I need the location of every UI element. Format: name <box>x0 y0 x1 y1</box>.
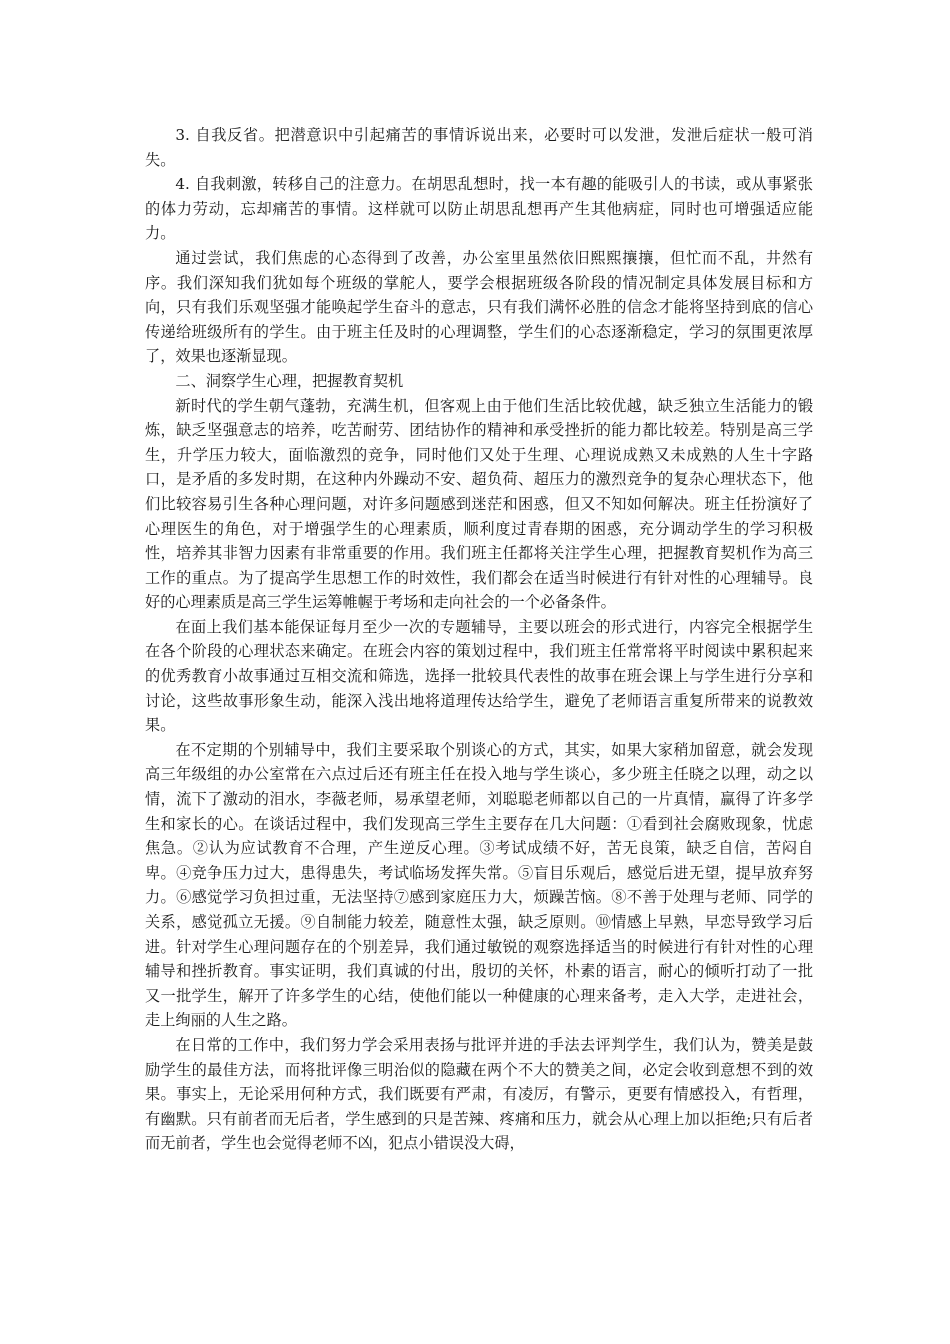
document-body <box>145 123 813 1156</box>
paragraph-self-stimulation: 4. 自我刺激，转移自己的注意力。在胡思乱想时，找一本有趣的能吸引人的书读，或从事紧张的体力劳动，忘却痛苦的事情。这样就可以防止胡思乱想再产生其他病症，同时也可增强适应能力。 <box>145 175 813 243</box>
paragraph-new-era-students: 新时代的学生朝气蓬勃，充满生机，但客观上由于他们生活比较优越，缺乏独立生活能力的锻炼，缺乏坚强意志的培养，吃苦耐劳、团结协作的精神和承受挫折的能力都比较差。特别是高三学生，升学压力较大，面临激烈的竞争，同时他们又处于生理、心理说成熟又未成熟的人生十字路口，是矛盾的多发时期，在这种内外躁动不安、超负荷、超压力的激烈竞争的复杂心理状态下，他们比较容易引生各种心理问题，对许多问题感到迷茫和困惑，但又不知如何解决。班主任扮演好了心理医生的角色，对于增强学生的心理素质，顺利度过青春期的困惑，充分调动学生的学习积极性，培养其非智力因素有非常重要的作用。我们班主任都将关注学生心理，把握教育契机作为高三工作的重点。为了提高学生思想工作的时效性，我们都会在适当时候进行有针对性的心理辅导。良好的心理素质是高三学生运筹帷幄于考场和走向社会的一个必备条件。 <box>145 396 813 612</box>
paragraph-individual-guidance: 在不定期的个别辅导中，我们主要采取个别谈心的方式，其实，如果大家稍加留意，就会发现高三年级组的办公室常在六点过后还有班主任在投入地与学生谈心，多少班主任晓之以理，动之以情，流下了激动的泪水，李薇老师，易承望老师，刘聪聪老师都以自己的一片真情，赢得了许多学生和家长的心。在谈话过程中，我们发现高三学生主要存在几大问题：①看到社会腐败现象，忧虑焦急。②认为应试教育不合理，产生逆反心理。③考试成绩不好，苦无良策，缺乏自信，苦闷自卑。④竞争压力过大，患得患失，考试临场发挥失常。⑤盲目乐观后，感觉后进无望，提早放弃努力。⑥感觉学习负担过重，无法坚持⑦感到家庭压力大，烦躁苦恼。⑧不善于处理与老师、同学的关系，感觉孤立无援。⑨自制能力较差，随意性太强，缺乏原则。⑩情感上早熟，早恋导致学习后进。针对学生心理问题存在的个别差异，我们通过敏锐的观察选择适当的时候进行有针对性的心理辅导和挫折教育。事实证明，我们真诚的付出，殷切的关怀，朴素的语言，耐心的倾听打动了一批又一批学生，解开了许多学生的心结，使他们能以一种健康的心理来备考，走入大学，走进社会，走上绚丽的人生之路。 <box>145 740 813 1030</box>
paragraph-monthly-guidance: 在面上我们基本能保证每月至少一次的专题辅导，主要以班会的形式进行，内容完全根据学生在各个阶段的心理状态来确定。在班会内容的策划过程中，我们班主任常常将平时阅读中累积起来的优秀教育小故事通过互相交流和筛选，选择一批较具代表性的故事在班会课上与学生进行分享和讨论，这些故事形象生动，能深入浅出地将道理传达给学生，避免了老师语言重复所带来的说教效果。 <box>145 617 813 735</box>
section-heading-2: 二、洞察学生心理，把握教育契机 <box>175 371 404 390</box>
paragraph-self-reflection: 3. 自我反省。把潜意识中引起痛苦的事情诉说出来，必要时可以发泄，发泄后症状一般可消失。 <box>145 126 813 169</box>
paragraph-daily-work: 在日常的工作中，我们努力学会采用表扬与批评并进的手法去评判学生，我们认为，赞美是鼓励学生的最佳方法，而将批评像三明治似的隐藏在两个不大的赞美之间，必定会收到意想不到的效果。事实上，无论采用何种方式，我们既要有严肃，有凌厉，有警示，更要有情感投入，有哲理，有幽默。只有前者而无后者，学生感到的只是苦辣、疼痛和压力，就会从心理上加以拒绝;只有后者而无前者，学生也会觉得老师不凶，犯点小错误没大碍， <box>145 1035 813 1153</box>
paragraph-attempt-result: 通过尝试，我们焦虑的心态得到了改善，办公室里虽然依旧熙熙攘攘，但忙而不乱，井然有序。我们深知我们犹如每个班级的掌舵人，要学会根据班级各阶段的情况制定具体发展目标和方向，只有我们乐观坚强才能唤起学生奋斗的意志，只有我们满怀必胜的信念才能将坚持到底的信心传递给班级所有的学生。由于班主任及时的心理调整，学生们的心态逐渐稳定，学习的氛围更浓厚了，效果也逐渐显现。 <box>145 248 813 366</box>
